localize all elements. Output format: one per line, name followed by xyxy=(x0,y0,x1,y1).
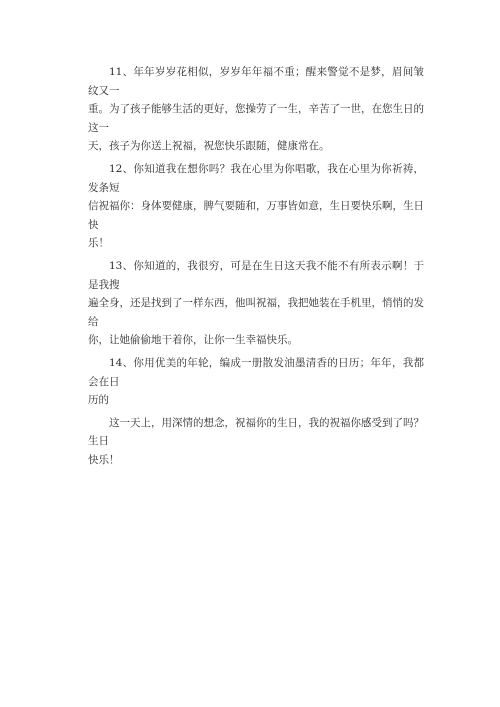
paragraph-12: 12、你知道我在想你吗？我在心里为你唱歌，我在心里为你祈祷，发条短 信祝福你：身体要健康，脾气要随和，万事皆如意，生日要快乐啊，生日快 乐！ xyxy=(88,162,424,250)
paragraph-14: 14、你用优美的年轮，编成一册散发油墨清香的日历；年年，我都会在日 历的 xyxy=(88,356,424,407)
paragraph-13: 13、你知道的，我很穷，可是在生日这天我不能不有所表示啊！于是我搜 遍全身，还是找到了一样东西，他叫祝福，我把她装在手机里，悄悄的发给 你，让她偷偷地干着你，让你一生幸福快乐。 xyxy=(88,259,424,347)
paragraph-11: 11、年年岁岁花相似，岁岁年年福不重；醒来警觉不是梦，眉间皱纹又一 重。为了孩子能够生活的更好，您操劳了一生，辛苦了一世，在您生日的这一 天，孩子为你送上祝福，祝您快乐跟随，健康常在。 xyxy=(88,66,424,153)
document-body xyxy=(88,63,424,473)
paragraph-14-continued: 这一天上，用深情的想念，祝福你的生日，我的祝福你感受到了吗？生日 快乐！ xyxy=(88,416,424,466)
